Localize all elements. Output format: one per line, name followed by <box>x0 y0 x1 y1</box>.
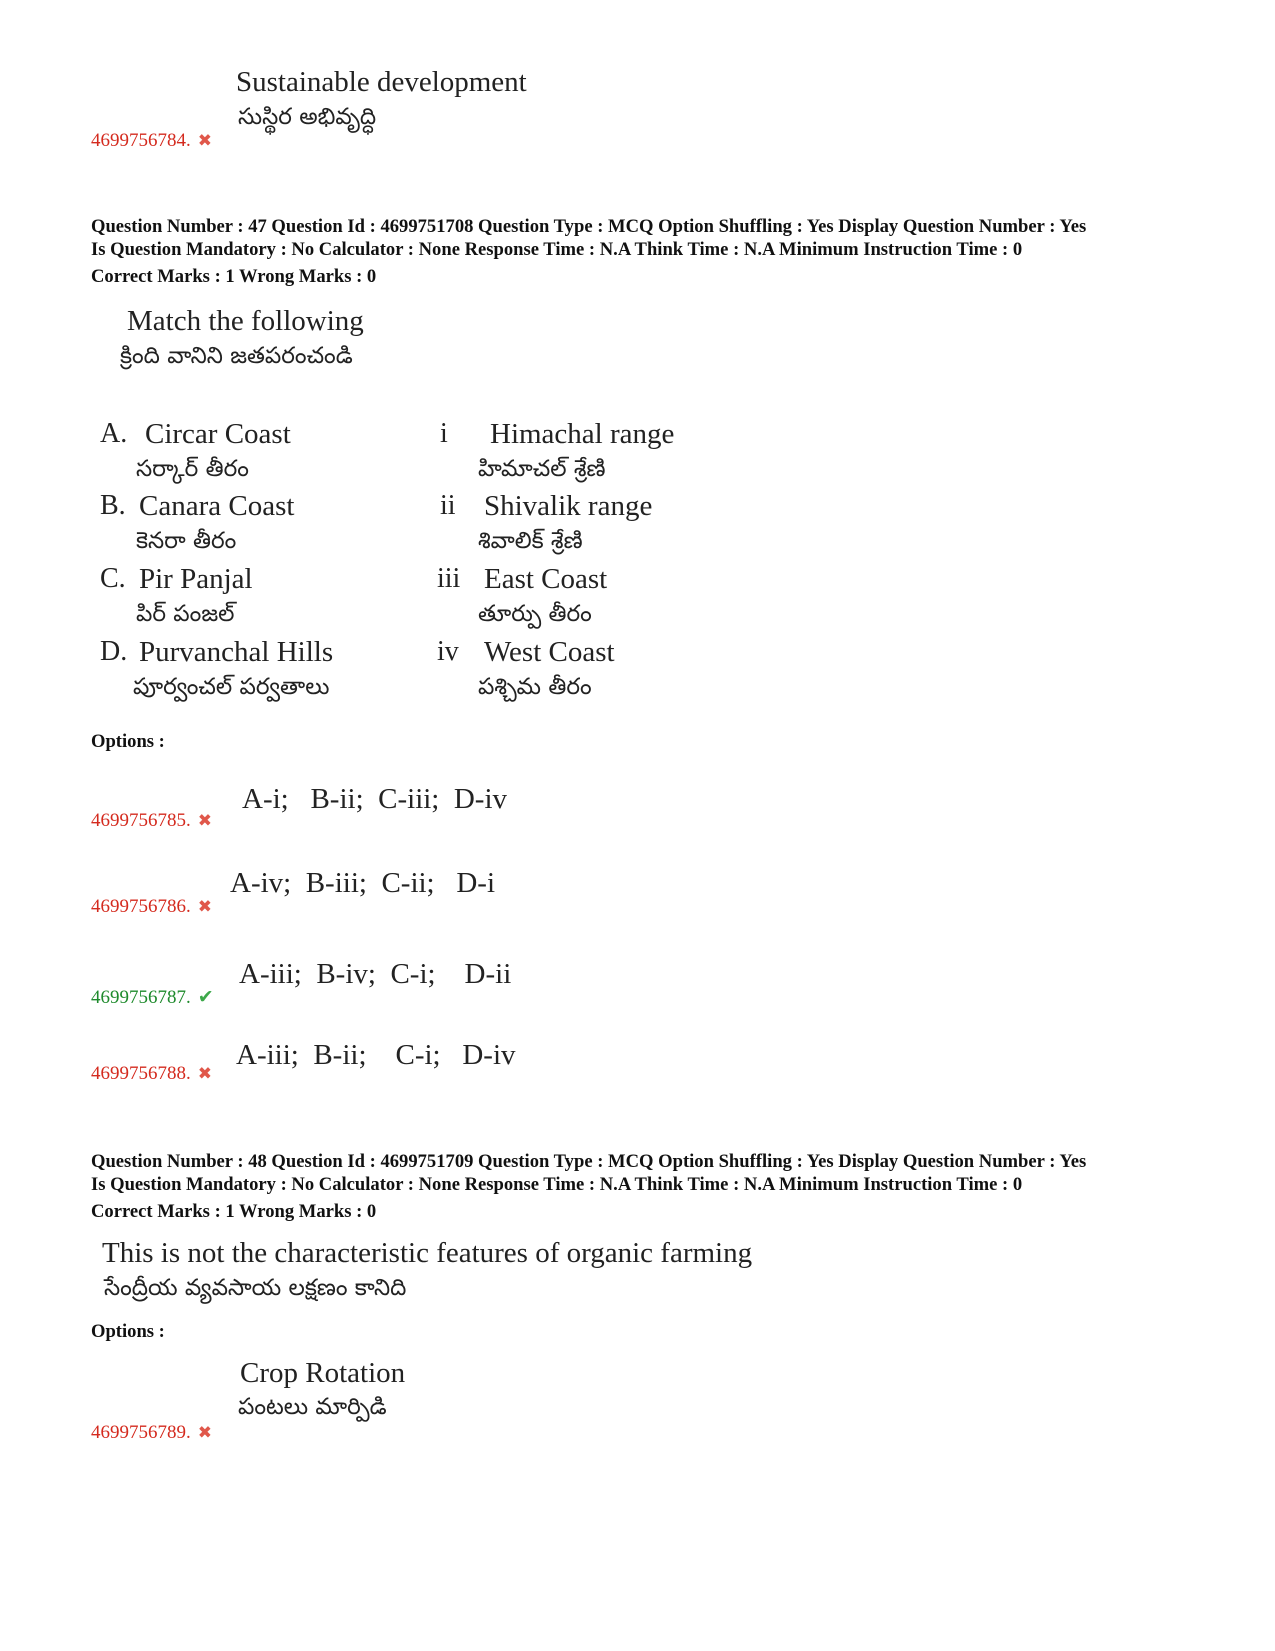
cross-icon: ✖ <box>197 1423 212 1442</box>
cross-icon: ✖ <box>197 131 212 150</box>
match-left-en: Canara Coast <box>139 490 295 522</box>
option-text-en: Sustainable development <box>236 66 527 98</box>
question-stem-en: Match the following <box>127 305 364 337</box>
match-right-en: West Coast <box>484 636 615 668</box>
check-icon: ✔ <box>197 987 214 1008</box>
match-right-label: iv <box>437 636 459 667</box>
option-id: 4699756788. ✖ <box>91 1063 212 1084</box>
option-text: A-i; B-ii; C-iii; D-iv <box>242 783 508 815</box>
question-meta-line1: Question Number : 48 Question Id : 4699751709 Question Type : MCQ Option Shuffling : Yes Display Question Number : Yes <box>91 1151 1087 1172</box>
match-left-te: పిర్ పంజల్ <box>136 601 235 627</box>
option-id: 4699756784. ✖ <box>91 130 212 151</box>
match-left-label: C. <box>100 563 126 594</box>
option-id: 4699756789. ✖ <box>91 1422 212 1443</box>
question-stem-te: క్రింది వానిని జతపరంచండి <box>120 343 353 369</box>
option-text: A-iv; B-iii; C-ii; D-i <box>230 867 496 899</box>
option-text-te: పంటలు మార్పిడి <box>238 1394 387 1420</box>
match-left-en: Purvanchal Hills <box>139 636 334 668</box>
match-left-en: Pir Panjal <box>139 563 253 595</box>
options-label: Options : <box>91 1321 165 1342</box>
option-text: A-iii; B-iv; C-i; D-ii <box>239 958 512 990</box>
question-stem-en: This is not the characteristic features of organic farming <box>102 1237 753 1269</box>
match-right-te: తూర్పు తీరం <box>478 601 592 627</box>
cross-icon: ✖ <box>197 1064 212 1083</box>
match-right-label: i <box>440 418 448 449</box>
match-left-label: B. <box>100 490 126 521</box>
match-right-label: ii <box>440 490 456 521</box>
options-label: Options : <box>91 731 165 752</box>
question-meta-line2: Is Question Mandatory : No Calculator : None Response Time : N.A Think Time : N.A Minimum Instruction Time : 0 <box>91 239 1023 260</box>
option-id: 4699756786. ✖ <box>91 896 212 917</box>
cross-icon: ✖ <box>197 897 212 916</box>
match-left-en: Circar Coast <box>145 418 291 450</box>
match-left-label: D. <box>100 636 128 667</box>
option-text: A-iii; B-ii; C-i; D-iv <box>236 1039 516 1071</box>
question-meta-line2: Is Question Mandatory : No Calculator : None Response Time : N.A Think Time : N.A Minimum Instruction Time : 0 <box>91 1174 1023 1195</box>
match-right-en: East Coast <box>484 563 608 595</box>
match-right-te: హిమాచల్ శ్రేణి <box>478 456 606 482</box>
question-meta-line1: Question Number : 47 Question Id : 4699751708 Question Type : MCQ Option Shuffling : Yes Display Question Number : Yes <box>91 216 1087 237</box>
match-right-label: iii <box>437 563 461 594</box>
question-marks: Correct Marks : 1 Wrong Marks : 0 <box>91 266 377 287</box>
option-id: 4699756785. ✖ <box>91 810 212 831</box>
option-id: 4699756787. ✔ <box>91 987 214 1008</box>
match-right-en: Himachal range <box>490 418 675 450</box>
question-marks: Correct Marks : 1 Wrong Marks : 0 <box>91 1201 377 1222</box>
cross-icon: ✖ <box>197 811 212 830</box>
match-right-en: Shivalik range <box>484 490 653 522</box>
match-right-te: శివాలిక్ శ్రేణి <box>478 528 583 554</box>
match-right-te: పశ్చిమ తీరం <box>478 674 592 700</box>
match-left-te: సర్కార్ తీరం <box>136 456 249 482</box>
option-text-en: Crop Rotation <box>240 1357 406 1389</box>
match-left-label: A. <box>100 418 128 449</box>
option-text-te: సుస్థిర అభివృద్ధి <box>238 104 377 130</box>
match-left-te: పూర్వంచల్ పర్వతాలు <box>133 674 330 700</box>
question-stem-te: సేంద్రీయ వ్యవసాయ లక్షణం కానిది <box>104 1275 407 1301</box>
match-left-te: కెనరా తీరం <box>136 528 237 554</box>
